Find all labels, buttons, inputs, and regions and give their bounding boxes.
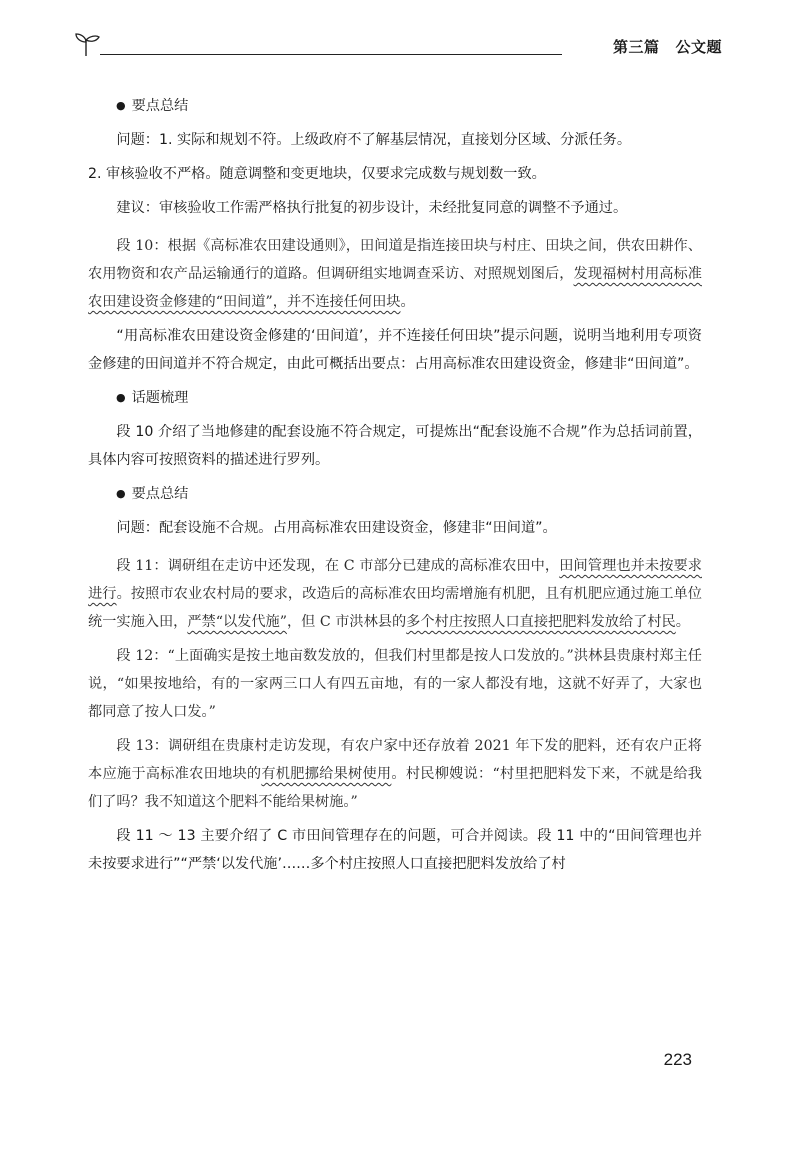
analysis-paragraph-10: “用高标准农田建设资金修建的‘田间道’，并不连接任何田块”提示问题，说明当地利用专项资金修建的田间道并不符合规定，由此可概括出要点：占用高标准农田建设资金，修建非“田间道”。	[88, 328, 702, 372]
underlined-text: 发现福树村用高标准农田建设资金修建的“田间道”，并不连接任何田块	[88, 266, 702, 310]
text-run: 段 11：调研组在走访中还发现，在 C 市部分已建成的高标准农田中，	[116, 558, 560, 574]
source-paragraph-13	[88, 732, 702, 816]
underlined-text: 田间管理也并未按要求进行	[88, 558, 702, 602]
text-run: 。	[400, 294, 415, 310]
text-run: 。村民柳嫂说：“村里把肥料发下来，不就是给我们了吗？我不知道这个肥料不能给果树施。”	[88, 766, 702, 810]
heading-text: 话题梳理	[131, 390, 189, 406]
topic-analysis: 段 10 介绍了当地修建的配套设施不符合规定，可提炼出“配套设施不合规”作为总括词前置，具体内容可按照资料的描述进行罗列。	[88, 424, 702, 468]
section-heading	[88, 480, 702, 508]
summary-problem: 问题：配套设施不合规。占用高标准农田建设资金，修建非“田间道”。	[116, 520, 557, 536]
source-paragraph-11	[88, 552, 702, 636]
text-run: 。	[675, 614, 690, 630]
underlined-text: 多个村庄按照人口直接把肥料发放给了村民	[406, 614, 676, 630]
header-title	[613, 36, 722, 57]
bullet-icon: ●	[116, 487, 126, 500]
header-section: 第三篇	[612, 38, 660, 56]
page-header	[72, 30, 722, 66]
section-heading	[88, 92, 702, 120]
text-run: 。按照市农业农村局的要求，改造后的高标准农田均需增施有机肥，且有机肥应通过施工单位统一实施入田，	[88, 586, 702, 630]
page-number: 223	[663, 1050, 692, 1069]
summary-problem-2: 2. 审核验收不严格。随意调整和变更地块，仅要求完成数与规划数一致。	[88, 166, 546, 182]
summary-problem-1: 问题：1. 实际和规划不符。上级政府不了解基层情况，直接划分区域、分派任务。	[116, 132, 632, 148]
heading-text: 要点总结	[131, 486, 189, 502]
text-run: ，但 C 市洪林县的	[286, 614, 407, 630]
underlined-text: 严禁“以发代施”	[187, 614, 287, 630]
text-run: 段 10：根据《高标准农田建设通则》，田间道是指连接田块与村庄、田块之间，供农田耕作、农用物资和农产品运输通行的道路。但调研组实地调查采访、对照规划图后，	[88, 238, 702, 282]
sprout-icon	[72, 30, 102, 60]
analysis-paragraph-11-13: 段 11 ～ 13 主要介绍了 C 市田间管理存在的问题，可合并阅读。段 11 中的“田间管理也并未按要求进行”“严禁‘以发代施’……多个村庄按照人口直接把肥料发放给了村	[88, 828, 702, 872]
heading-text: 要点总结	[131, 98, 189, 114]
bullet-icon: ●	[116, 99, 126, 112]
header-rule	[100, 54, 562, 55]
bullet-icon: ●	[116, 391, 126, 404]
page-content	[88, 92, 702, 884]
text-run: 段 13：调研组在贵康村走访发现，有农户家中还存放着 2021 年下发的肥料，还有农户正将本应施于高标准农田地块的	[88, 738, 702, 782]
section-heading	[88, 384, 702, 412]
summary-suggestion: 建议：审核验收工作需严格执行批复的初步设计，未经批复同意的调整不予通过。	[116, 200, 628, 216]
source-paragraph-10	[88, 232, 702, 316]
underlined-text: 有机肥挪给果树使用	[261, 766, 392, 782]
header-topic: 公文题	[675, 38, 722, 56]
source-paragraph-12: 段 12：“上面确实是按土地亩数发放的，但我们村里都是按人口发放的。”洪林县贵康村郑主任说，“如果按地给，有的一家两三口人有四五亩地，有的一家人都没有地，这就不好弄了，大家也都同意了按人口发。”	[88, 648, 702, 720]
